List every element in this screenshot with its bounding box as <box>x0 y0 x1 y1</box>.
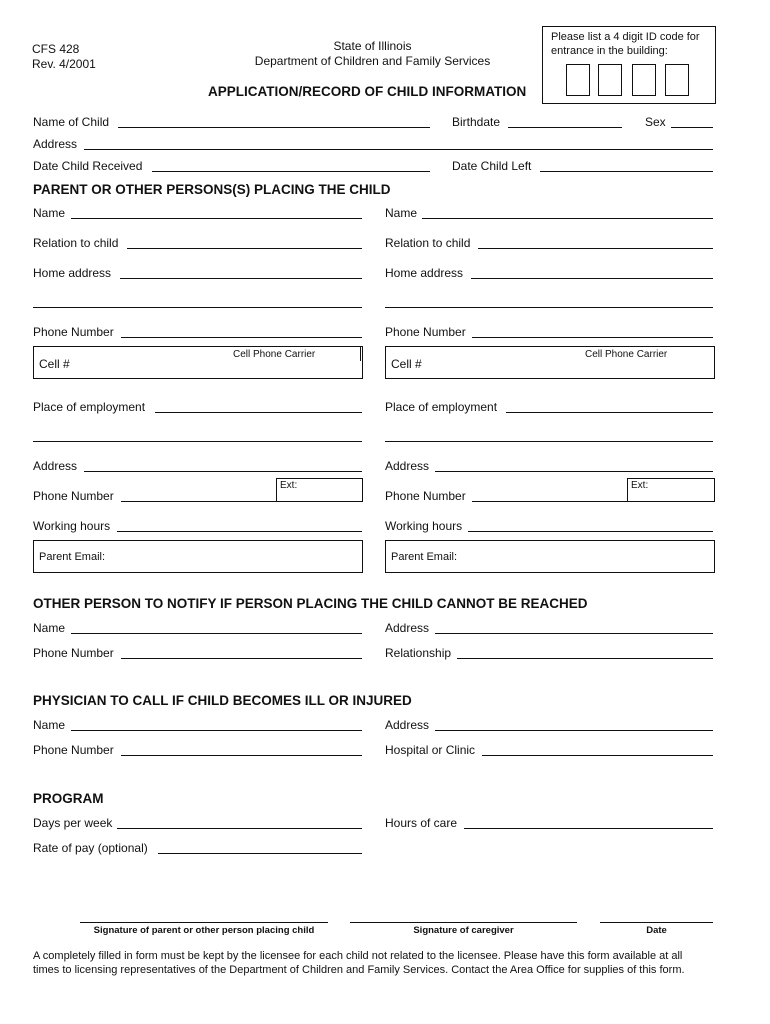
parent1-work-address-field[interactable] <box>84 471 362 472</box>
parent1-home-address-line2[interactable] <box>33 307 362 308</box>
footer-line-2: times to licensing representatives of the Department of Children and Family Services. Contact the Area Office for supplies of this form. <box>33 964 685 976</box>
parent1-employment-field[interactable] <box>155 412 362 413</box>
parent1-work-phone-field[interactable] <box>121 501 276 502</box>
parent2-home-address-field[interactable] <box>471 278 713 279</box>
parent2-email-label: Parent Email: <box>391 551 458 563</box>
sex-label: Sex <box>645 115 666 129</box>
notify-relationship-label: Relationship <box>385 646 452 660</box>
parent1-cell-box[interactable] <box>33 346 363 379</box>
child-name-field[interactable] <box>118 127 430 128</box>
parent1-employment-label: Place of employment <box>33 400 146 414</box>
parent1-phone-field[interactable] <box>121 337 362 338</box>
hours-of-care-field[interactable] <box>464 828 713 829</box>
department-name: Department of Children and Family Services <box>254 54 491 68</box>
physician-phone-label: Phone Number <box>33 743 114 757</box>
birthdate-field[interactable] <box>508 127 622 128</box>
parent2-name-field[interactable] <box>422 218 713 219</box>
parent2-cell-label: Cell # <box>391 357 422 371</box>
parent1-hours-label: Working hours <box>33 519 111 533</box>
physician-name-field[interactable] <box>71 730 362 731</box>
parent2-employment-field[interactable] <box>506 412 713 413</box>
parent1-ext-box[interactable] <box>276 478 363 502</box>
physician-heading: PHYSICIAN TO CALL IF CHILD BECOMES ILL OR INJURED <box>33 693 412 708</box>
parent2-employment-label: Place of employment <box>385 400 498 414</box>
parent1-relation-label: Relation to child <box>33 236 119 250</box>
parent1-email-label: Parent Email: <box>39 551 106 563</box>
parent1-home-address-field[interactable] <box>120 278 362 279</box>
rate-of-pay-field[interactable] <box>158 853 362 854</box>
id-digit-1[interactable] <box>566 64 590 96</box>
notify-address-label: Address <box>385 621 430 635</box>
rate-of-pay-label: Rate of pay (optional) <box>33 841 148 855</box>
birthdate-label: Birthdate <box>452 115 501 129</box>
sex-field[interactable] <box>671 127 713 128</box>
notify-relationship-field[interactable] <box>457 658 713 659</box>
footer-line-1: A completely filled in form must be kept by the licensee for each child not related to the licensee. Please have this form available at all <box>33 950 683 962</box>
notify-phone-label: Phone Number <box>33 646 114 660</box>
parents-heading: PARENT OR OTHER PERSONS(S) PLACING THE CHILD <box>33 182 391 197</box>
parent1-cell-divider <box>360 347 361 361</box>
notify-name-label: Name <box>33 621 66 635</box>
parent1-name-field[interactable] <box>71 218 362 219</box>
date-label: Date <box>646 925 667 936</box>
child-address-label: Address <box>33 137 78 151</box>
parent1-work-address-label: Address <box>33 459 78 473</box>
parent2-hours-label: Working hours <box>385 519 463 533</box>
notify-name-field[interactable] <box>71 633 362 634</box>
date-field[interactable] <box>600 922 713 923</box>
parent2-work-phone-field[interactable] <box>472 501 627 502</box>
parent-signature-field[interactable] <box>80 922 328 923</box>
notify-address-field[interactable] <box>435 633 713 634</box>
physician-phone-field[interactable] <box>121 755 362 756</box>
id-prompt-line2: entrance in the building: <box>551 45 668 57</box>
form-number: CFS 428 <box>32 42 80 56</box>
hospital-field[interactable] <box>482 755 713 756</box>
id-digit-3[interactable] <box>632 64 656 96</box>
date-received-label: Date Child Received <box>33 159 143 173</box>
parent1-cell-carrier-label: Cell Phone Carrier <box>233 349 316 360</box>
form-revision: Rev. 4/2001 <box>32 57 96 71</box>
parent1-work-phone-label: Phone Number <box>33 489 114 503</box>
parent2-phone-field[interactable] <box>472 337 713 338</box>
parent1-home-address-label: Home address <box>33 266 112 280</box>
days-per-week-field[interactable] <box>117 828 362 829</box>
physician-address-label: Address <box>385 718 430 732</box>
physician-address-field[interactable] <box>435 730 713 731</box>
notify-heading: OTHER PERSON TO NOTIFY IF PERSON PLACING THE CHILD CANNOT BE REACHED <box>33 596 588 611</box>
child-address-field[interactable] <box>84 149 713 150</box>
parent2-hours-field[interactable] <box>468 531 713 532</box>
form-title: APPLICATION/RECORD OF CHILD INFORMATION <box>208 84 527 99</box>
parent2-work-phone-label: Phone Number <box>385 489 466 503</box>
id-digit-4[interactable] <box>665 64 689 96</box>
parent2-home-address-label: Home address <box>385 266 464 280</box>
hours-of-care-label: Hours of care <box>385 816 458 830</box>
parent2-ext-label: Ext: <box>631 480 649 491</box>
parent2-employment-line2[interactable] <box>385 441 713 442</box>
parent2-email-box[interactable] <box>385 540 715 573</box>
id-digit-2[interactable] <box>598 64 622 96</box>
state-name: State of Illinois <box>333 39 412 53</box>
parent2-home-address-line2[interactable] <box>385 307 713 308</box>
hospital-label: Hospital or Clinic <box>385 743 476 757</box>
child-name-label: Name of Child <box>33 115 110 129</box>
parent1-hours-field[interactable] <box>117 531 362 532</box>
parent2-relation-label: Relation to child <box>385 236 471 250</box>
caregiver-signature-field[interactable] <box>350 922 577 923</box>
parent-signature-label: Signature of parent or other person placing child <box>93 925 315 936</box>
parent1-email-box[interactable] <box>33 540 363 573</box>
parent2-name-label: Name <box>385 206 418 220</box>
parent1-relation-field[interactable] <box>127 248 362 249</box>
parent1-ext-label: Ext: <box>280 480 298 491</box>
parent2-phone-label: Phone Number <box>385 325 466 339</box>
days-per-week-label: Days per week <box>33 816 113 830</box>
notify-phone-field[interactable] <box>121 658 362 659</box>
parent2-work-address-label: Address <box>385 459 430 473</box>
date-left-field[interactable] <box>540 171 713 172</box>
parent1-cell-label: Cell # <box>39 357 70 371</box>
date-left-label: Date Child Left <box>452 159 532 173</box>
parent2-cell-box[interactable] <box>385 346 715 379</box>
parent1-phone-label: Phone Number <box>33 325 114 339</box>
date-received-field[interactable] <box>152 171 430 172</box>
parent1-name-label: Name <box>33 206 66 220</box>
parent2-relation-field[interactable] <box>478 248 713 249</box>
parent2-ext-box[interactable] <box>627 478 715 502</box>
physician-name-label: Name <box>33 718 66 732</box>
parent1-employment-line2[interactable] <box>33 441 362 442</box>
program-heading: PROGRAM <box>33 791 104 806</box>
id-prompt-line1: Please list a 4 digit ID code for <box>551 31 700 43</box>
parent2-work-address-field[interactable] <box>435 471 713 472</box>
parent2-cell-carrier-label: Cell Phone Carrier <box>585 349 668 360</box>
caregiver-signature-label: Signature of caregiver <box>413 925 514 936</box>
